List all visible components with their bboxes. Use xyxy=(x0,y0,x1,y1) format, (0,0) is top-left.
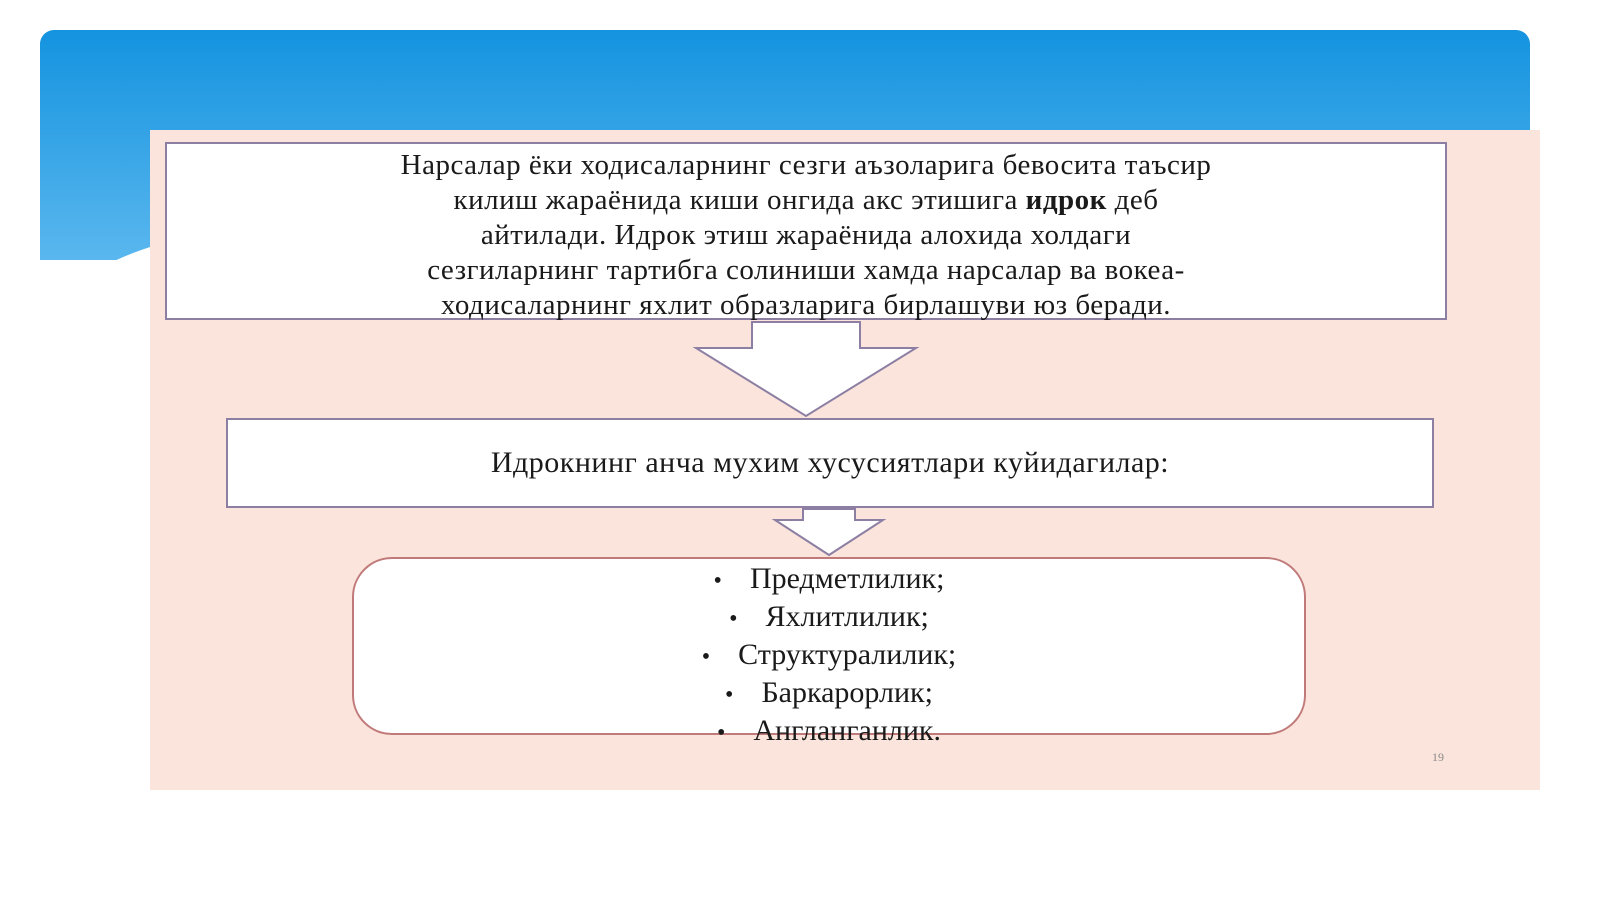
properties-list-box xyxy=(352,557,1306,747)
definition-text: деб xyxy=(1106,184,1159,216)
list-item xyxy=(354,561,1304,599)
definition-line: ходисаларнинг яхлит образларига бирлашуви юз беради. xyxy=(441,289,1171,321)
list-item-label: Яхлитлилик; xyxy=(765,600,929,633)
definition-text: килиш жараёнида киши онгида акс этишига xyxy=(453,184,1026,216)
arrow-down-small xyxy=(775,509,883,555)
bullet-icon: • xyxy=(729,606,738,632)
list-item-label: Структуралилик; xyxy=(738,638,957,671)
properties-heading-box xyxy=(226,418,1434,508)
definition-line: айтилади. Идрок этиш жараёнида алохида холдаги xyxy=(480,219,1132,251)
arrow-down-large xyxy=(696,322,916,416)
list-item xyxy=(354,713,1304,751)
list-item xyxy=(354,599,1304,637)
bullet-icon: • xyxy=(701,644,711,670)
list-item-label: Баркарорлик; xyxy=(761,676,933,709)
term-idrok: идрок xyxy=(1025,184,1107,216)
list-item xyxy=(354,675,1304,713)
definition-line: сезгиларнинг тартибга солиниши хамда нарсалар ва вокеа- xyxy=(427,254,1185,286)
list-item-label: Англанганлик. xyxy=(753,714,942,747)
bullet-icon: • xyxy=(716,720,726,746)
list-item-label: Предметлилик; xyxy=(749,562,945,595)
properties-heading: Идрокнинг анча мухим хусусиятлари куйидагилар: xyxy=(490,446,1170,479)
slide-page-number: 19 xyxy=(1432,750,1444,764)
list-item xyxy=(354,637,1304,675)
bullet-icon: • xyxy=(725,682,734,708)
definition-line: Нарсалар ёки ходисаларнинг сезги аъзоларига бевосита таъсир xyxy=(400,149,1212,181)
properties-list xyxy=(354,561,1304,751)
bullet-icon: • xyxy=(713,568,722,594)
